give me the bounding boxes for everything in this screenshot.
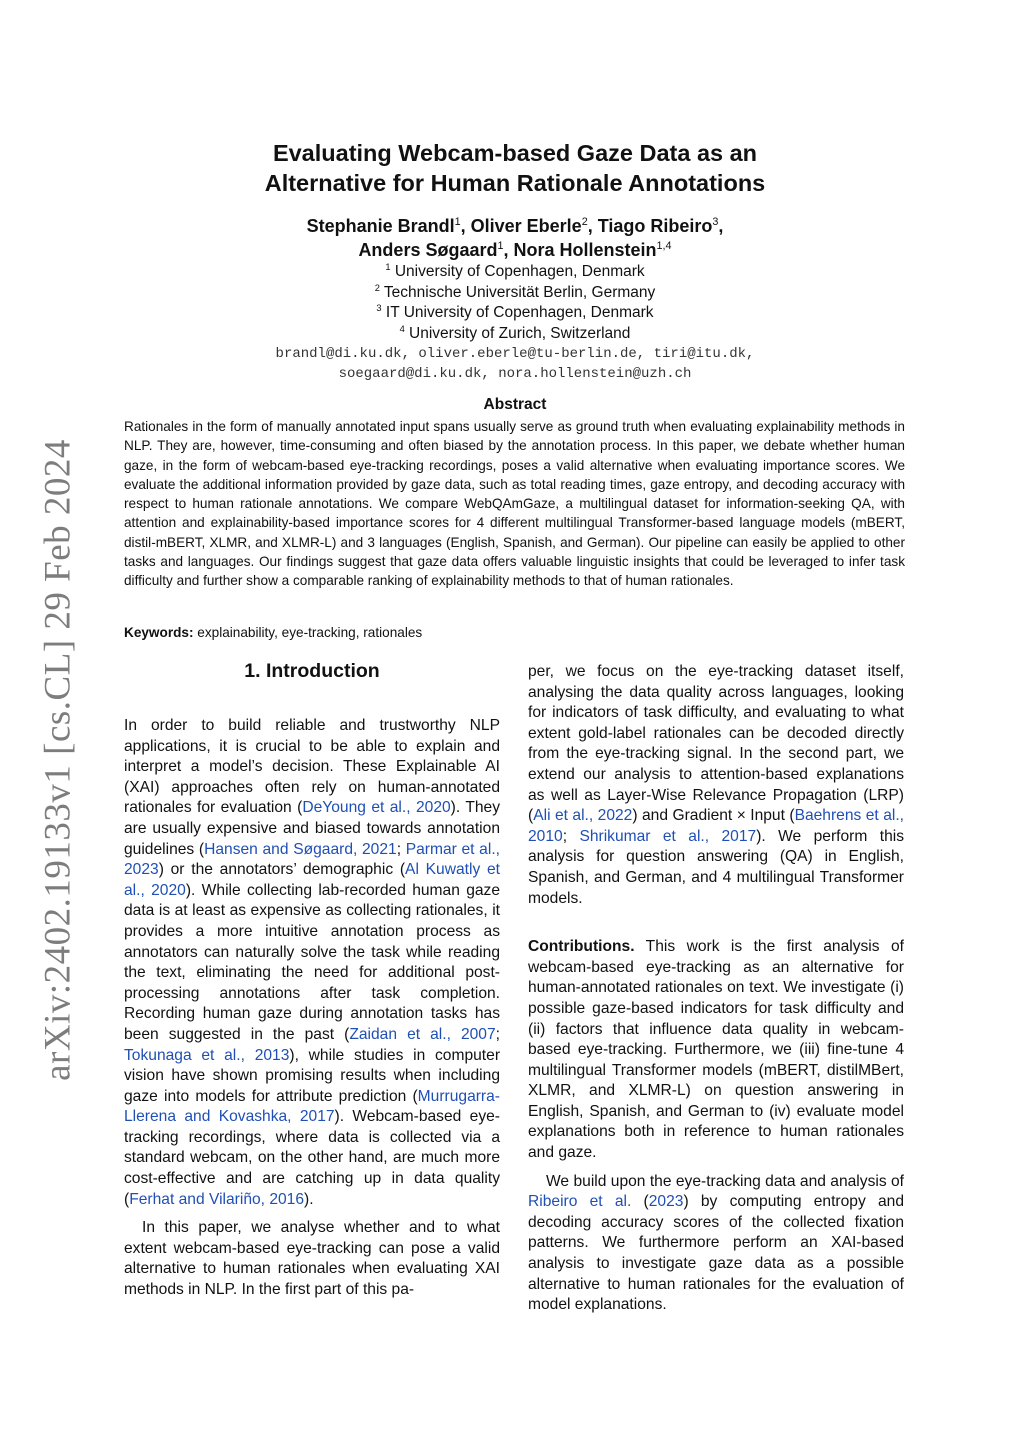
citation-link[interactable]: DeYoung et al., 2020 [302,799,451,817]
author-name: Anders Søgaard [358,240,498,260]
affiliation-list [120,262,910,344]
intro-paragraph-1: In order to build reliable and trustworthy NLP applications, it is crucial to be able to explain and interpret a model’s decision. These Explainable AI (XAI) approaches often rely on human-annotated rationales for evaluation (DeYoung et al., 2020). They are usually expensive and biased towards annotation guidelines (Hansen and Søgaard, 2021; Parmar et al., 2023) or the annotators’ demographic (Al Kuwatly et al., 2020). While collecting lab-recorded human gaze data is at least as expensive as collecting rationales, it provides a more intuitive annotation process as annotators can naturally solve the task while reading the text, eliminating the need for additional post-processing annotations after task completion. Recording human gaze during annotation tasks has been suggested in the past (Zaidan et al., 2007; Tokunaga et al., 2013), while studies in computer vision have shown promising results when including gaze into models for attribute prediction (Murrugarra-Llerena and Kovashka, 2017). Webcam-based eye-tracking recordings, where data is collected via a standard webcam, on the other hand, are much more cost-effective and are catching up in data quality (Ferhat and Vilariño, 2016). [124,717,501,1208]
author-name: Oliver Eberle [470,216,582,236]
paper-header [120,138,910,384]
affiliation [120,283,910,304]
abstract-heading: Abstract [483,396,547,413]
author-separator: , [718,216,724,236]
affiliation [120,324,910,345]
citation-link[interactable]: Shrikumar et al., 2017 [579,827,757,845]
email-list [120,344,910,384]
paper-title [120,138,910,198]
citation-link[interactable]: Ali et al., 2022 [533,807,633,825]
email-line-2: soegaard@di.ku.dk, nora.hollenstein@uzh.ch [338,366,692,382]
affiliation-mark: 4 [399,323,405,334]
affiliation-text: University of Copenhagen, Denmark [394,263,645,280]
citation-link[interactable]: Hansen and Søgaard, 2021 [204,840,397,858]
citation-link[interactable]: 2023 [648,1193,684,1211]
left-column [124,658,500,1301]
author-separator: , [587,216,598,236]
keywords-text: explainability, eye-tracking, rationales [193,625,423,640]
author-affil-mark: 1 [497,240,504,252]
author-line-1 [120,214,910,238]
affiliation-text: University of Zurich, Switzerland [409,324,631,342]
email-line-1: brandl@di.ku.dk, oliver.eberle@tu-berlin.de, tiri@itu.dk, [275,346,755,362]
intro-paragraph-2: In this paper, we analyse whether and to what extent webcam-based eye-tracking can pose a valid alternative to human rationales when evaluating XAI methods in NLP. In the first part of this pa- [124,1219,500,1299]
contributions-paragraph [528,937,904,1164]
author-separator: , [460,216,471,236]
citation-link[interactable]: Murrugarra-Llerena and Kovashka, 2017 [124,1087,500,1126]
affiliation-mark: 1 [385,261,391,272]
citation-link[interactable]: Zaidan et al., 2007 [349,1025,496,1043]
title-line-1: Evaluating Webcam-based Gaze Data as an [272,140,758,166]
citation-link[interactable]: Baehrens et al., 2010 [528,807,904,845]
affiliation-mark: 3 [376,302,382,313]
author-name: Stephanie Brandl [306,216,455,236]
right-column [528,662,904,1316]
title-line-2: Alternative for Human Rationale Annotations [264,170,766,196]
author-affil-mark: 1 [454,216,461,228]
abstract-body: Rationales in the form of manually annotated input spans usually serve as ground truth when evaluating explainability methods in NLP. They are, however, time-consuming and often biased by the annotation process. In this paper, we debate whether human gaze, in the form of webcam-based eye-tracking recordings, poses a valid alternative when evaluating importance scores. We evaluate the additional information provided by gaze data, such as total reading times, gaze entropy, and decoding accuracy with respect to human rationale annotations. We compare WebQAmGaze, a multilingual dataset for information-seeking QA, with attention and explainability-based importance scores for 4 different multilingual Transformer-based language models (mBERT, distil-mBERT, XLMR, and XLMR-L) and 3 languages (English, Spanish, and German). Our pipeline can easily be applied to other tasks and languages. Our findings suggest that gaze data offers valuable linguistic insights that could be leveraged to infer task difficulty and further show a comparable ranking of explainability methods to that of human rationales. [124,419,905,589]
contributions-label: Contributions. [528,938,635,956]
citation-link[interactable]: Al Kuwatly et al., 2020 [124,861,500,899]
citation-link[interactable]: Tokunaga et al., 2013 [124,1046,290,1064]
contributions-text: This work is the first analysis of webcam-based eye-tracking as an alternative for human-annotated rationales on text. We investigate (i) possible gaze-based indicators for task difficulty and (ii) factors that influence data quality in webcam-based eye-tracking. Furthermore, we (iii) fine-tune 4 multilingual Transformer models (mBERT, distilMBert, XLMR, and XLMR-L) on question answering in English, Spanish, and German to (iv) evaluate model explanations both in reference to human rationales and gaze. [528,938,904,1162]
citation-link[interactable]: Ferhat and Vilariño, 2016 [129,1190,305,1208]
author-separator: , [503,240,514,260]
author-affil-mark: 3 [712,216,719,228]
keywords [124,625,422,640]
affiliation-mark: 2 [374,282,380,293]
author-name: Nora Hollenstein [513,240,657,260]
section-heading-introduction: 1. Introduction [244,660,380,682]
author-line-2 [120,238,910,262]
affiliation [120,262,910,283]
author-affil-mark: 2 [581,216,588,228]
arxiv-identifier: arXiv:2402.19133v1 [cs.CL] 29 Feb 2024 [37,439,79,1081]
intro-paragraph-2-continued: per, we focus on the eye-tracking dataset itself, analysing the data quality across languages, looking for indicators of task difficulty, and evaluating to what extent gold-label rationales can be decoded directly from the eye-tracking signal. In the second part, we extend our analysis to attention-based explanations as well as Layer-Wise Relevance Propagation (LRP) (Ali et al., 2022) and Gradient × Input (Baehrens et al., 2010; Shrikumar et al., 2017). We perform this analysis for question answering (QA) in English, Spanish, and German, and 4 multilingual Transformer models. [528,663,904,907]
author-name: Tiago Ribeiro [597,216,713,236]
intro-paragraph-4: We build upon the eye-tracking data and analysis of Ribeiro et al. (2023) by computing entropy and decoding accuracy scores of the collected fixation patterns. We furthermore perform an XAI-based analysis to investigate gaze data as a possible alternative to human rationales for the evaluation of model explanations. [528,1172,904,1314]
citation-link[interactable]: Parmar et al., 2023 [124,840,500,879]
author-list [120,214,910,262]
citation-link[interactable]: Ribeiro et al. [528,1193,632,1211]
affiliation [120,303,910,324]
keywords-label: Keywords: [124,625,194,640]
author-affil-mark: 1,4 [656,240,672,252]
affiliation-text: IT University of Copenhagen, Denmark [385,304,654,321]
affiliation-text: Technische Universität Berlin, Germany [383,283,656,301]
